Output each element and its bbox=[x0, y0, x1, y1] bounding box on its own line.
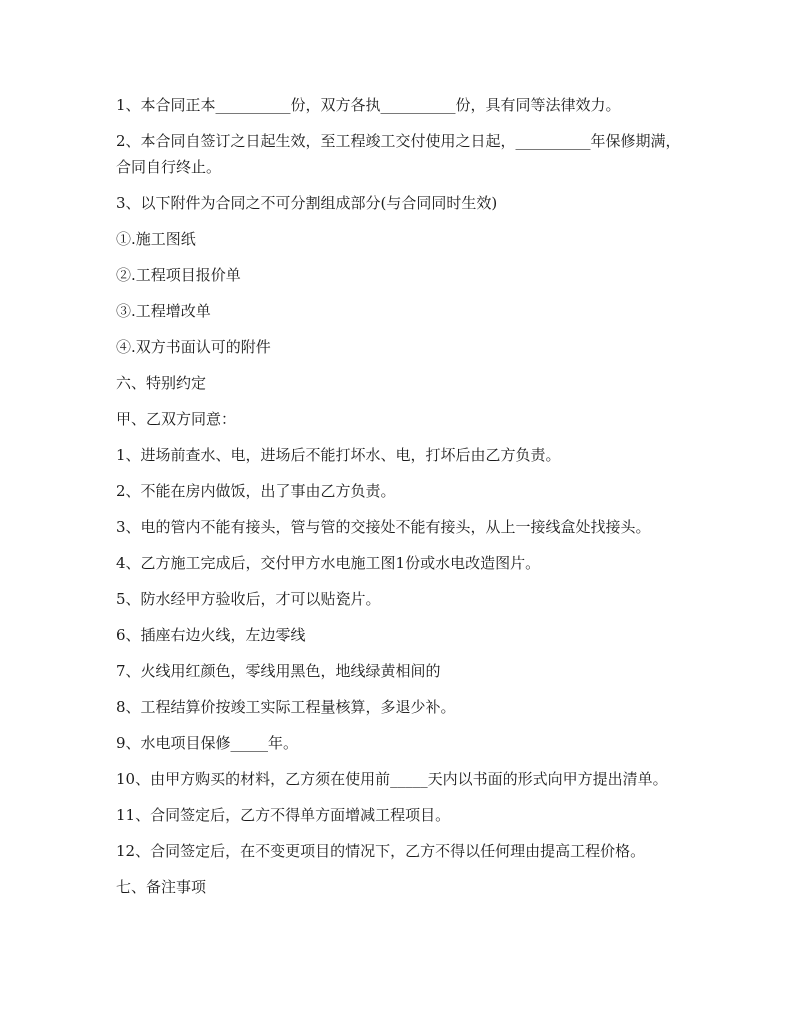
attachment-item-written-annex: ④.双方书面认可的附件 bbox=[116, 338, 271, 356]
attachment-item-quotation: ②.工程项目报价单 bbox=[116, 266, 241, 284]
section-heading-remarks: 七、备注事项 bbox=[116, 878, 207, 896]
special-term-11: 11、合同签定后，乙方不得单方面增减工程项目。 bbox=[116, 806, 451, 824]
special-term-10: 10、由甲方购买的材料，乙方须在使用前_____天内以书面的形式向甲方提出清单。 bbox=[116, 770, 668, 788]
special-term-12: 12、合同签定后，在不变更项目的情况下，乙方不得以任何理由提高工程价格。 bbox=[116, 842, 646, 860]
document-page bbox=[116, 92, 682, 910]
section-heading-special-terms: 六、特别约定 bbox=[116, 374, 207, 392]
special-term-3: 3、电的管内不能有接头，管与管的交接处不能有接头，从上一接线盒处找接头。 bbox=[116, 518, 651, 536]
special-term-4: 4、乙方施工完成后，交付甲方水电施工图1份或水电改造图片。 bbox=[116, 554, 541, 572]
special-term-6: 6、插座右边火线，左边零线 bbox=[116, 626, 306, 644]
attachment-item-change-order: ③.工程增改单 bbox=[116, 302, 211, 320]
special-term-7: 7、火线用红颜色，零线用黑色，地线绿黄相间的 bbox=[116, 662, 441, 680]
clause-effective-period: 2、本合同自签订之日起生效，至工程竣工交付使用之日起，__________年保修期满，合同自行终止。 bbox=[116, 132, 681, 176]
attachment-item-drawings: ①.施工图纸 bbox=[116, 230, 196, 248]
clause-copies: 1、本合同正本__________份，双方各执__________份，具有同等法律效力。 bbox=[116, 96, 621, 114]
special-term-5: 5、防水经甲方验收后，才可以贴瓷片。 bbox=[116, 590, 381, 608]
special-term-1: 1、进场前查水、电，进场后不能打坏水、电，打坏后由乙方负责。 bbox=[116, 446, 561, 464]
special-term-8: 8、工程结算价按竣工实际工程量核算，多退少补。 bbox=[116, 698, 456, 716]
clause-attachments: 3、以下附件为合同之不可分割组成部分(与合同同时生效) bbox=[116, 194, 498, 212]
special-term-9: 9、水电项目保修_____年。 bbox=[116, 734, 299, 752]
parties-agree-line: 甲、乙双方同意： bbox=[116, 410, 237, 428]
special-term-2: 2、不能在房内做饭，出了事由乙方负责。 bbox=[116, 482, 396, 500]
